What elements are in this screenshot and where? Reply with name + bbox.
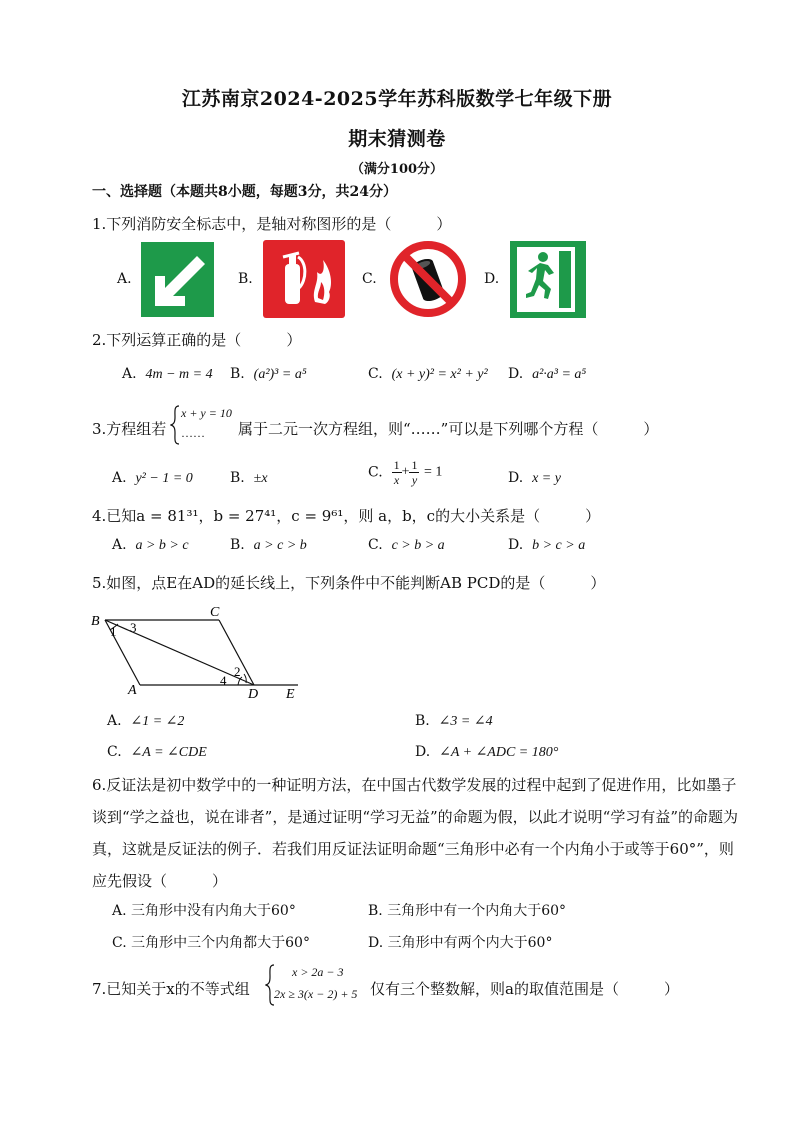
q6-option-d: D. 三角形中有两个内大于60° xyxy=(368,935,553,951)
q6-option-b: B. 三角形中有一个内角大于60° xyxy=(368,903,567,919)
q3-option-d: D. x = y xyxy=(508,470,561,486)
q5-option-c: C. ∠A = ∠CDE xyxy=(107,744,207,760)
fire-extinguisher-sign-icon xyxy=(263,240,345,318)
q3-option-a: A. y² − 1 = 0 xyxy=(112,470,193,486)
parallelogram-figure xyxy=(88,604,308,704)
q1-option-a-label: A. xyxy=(117,271,132,287)
point-a-label: A xyxy=(128,683,137,698)
no-flammable-barrel-sign-icon xyxy=(388,240,468,318)
q2-option-c: C. (x + y)² = x² + y² xyxy=(368,366,488,382)
q5-option-d: D. ∠A + ∠ADC = 180° xyxy=(415,744,559,760)
question-5-stem: 5.如图，点E在AD的延长线上，下列条件中不能判断AB PCD的是（ ） xyxy=(92,574,606,592)
question-7-stem-start: 7.已知关于x的不等式组 xyxy=(92,980,250,998)
question-7-stem-end: 仅有三个整数解，则a的取值范围是（ ） xyxy=(370,980,679,998)
question-2-stem: 2.下列运算正确的是（ ） xyxy=(92,331,302,349)
score-note: （满分100分） xyxy=(350,162,444,177)
question-1-stem: 1.下列消防安全标志中，是轴对称图形的是（ ） xyxy=(92,215,452,233)
system-brace-icon xyxy=(170,405,180,445)
q7-system-ineq-2: 2x ≥ 3(x − 2) + 5 xyxy=(274,987,358,1001)
q3-option-c: C. $\frac{1}{x}$ + $\frac{1}{y}$ = 1 xyxy=(368,458,443,487)
q2-option-a: A. 4m − m = 4 xyxy=(122,366,213,382)
q5-option-b: B. ∠3 = ∠4 xyxy=(415,713,493,729)
q1-option-c-label: C. xyxy=(362,271,377,287)
angle-4-label: 4 xyxy=(220,673,227,688)
q4-option-d: D. b > c > a xyxy=(508,537,586,553)
q3-system-eq-2: …… xyxy=(181,426,205,440)
green-arrow-down-left-sign-icon xyxy=(141,242,214,317)
q2-option-b: B. (a²)³ = a⁵ xyxy=(230,366,307,382)
point-b-label: B xyxy=(91,614,100,629)
q6-option-a: A. 三角形中没有内角大于60° xyxy=(112,903,296,919)
q4-option-a: A. a > b > c xyxy=(112,537,189,553)
q3-system-eq-1: x + y = 10 xyxy=(181,406,232,420)
emergency-exit-sign-icon xyxy=(510,241,586,318)
q3-option-b: B. ±x xyxy=(230,470,268,486)
q4-option-c: C. c > b > a xyxy=(368,537,445,553)
q1-option-b-label: B. xyxy=(238,271,253,287)
section-heading: 一、选择题（本题共8小题，每题3分，共24分） xyxy=(92,184,397,200)
q4-option-b: B. a > c > b xyxy=(230,537,307,553)
q7-system-ineq-1: x > 2a − 3 xyxy=(292,965,344,979)
q5-option-a: A. ∠1 = ∠2 xyxy=(107,713,185,729)
angle-1-label: 1 xyxy=(110,624,117,639)
question-4-stem: 4.已知a = 81³¹，b = 27⁴¹，c = 9⁶¹，则 a，b，c的大小关系是（ ） xyxy=(92,507,601,525)
page-subtitle: 期末猜测卷 xyxy=(348,128,446,150)
angle-3-label: 3 xyxy=(130,620,137,635)
question-6-stem: 6.反证法是初中数学中的一种证明方法，在中国古代数学发展的过程中起到了促进作用，比如墨子谈到“学之益也，说在诽者”，是通过证明“学习无益”的命题为假，以此才说明“学习有益”的命题为真，这就是反证法的例子．若我们用反证法证明命题“三角形中必有一个内角小于或等于60°”，则应先假设（ ） xyxy=(92,776,739,890)
point-d-label: D xyxy=(248,687,259,702)
q6-option-c: C. 三角形中三个内角都大于60° xyxy=(112,935,310,951)
question-3-stem-start: 3.方程组若 xyxy=(92,420,167,438)
page-title: 江苏南京2024-2025学年苏科版数学七年级下册 xyxy=(181,88,613,110)
q1-option-d-label: D. xyxy=(484,271,500,287)
q2-option-d: D. a²·a³ = a⁵ xyxy=(508,366,587,382)
point-c-label: C xyxy=(210,605,220,620)
angle-2-label: 2 xyxy=(234,664,241,679)
question-3-stem-end: 属于二元一次方程组，则“……”可以是下列哪个方程（ ） xyxy=(238,420,659,438)
point-e-label: E xyxy=(286,687,295,702)
